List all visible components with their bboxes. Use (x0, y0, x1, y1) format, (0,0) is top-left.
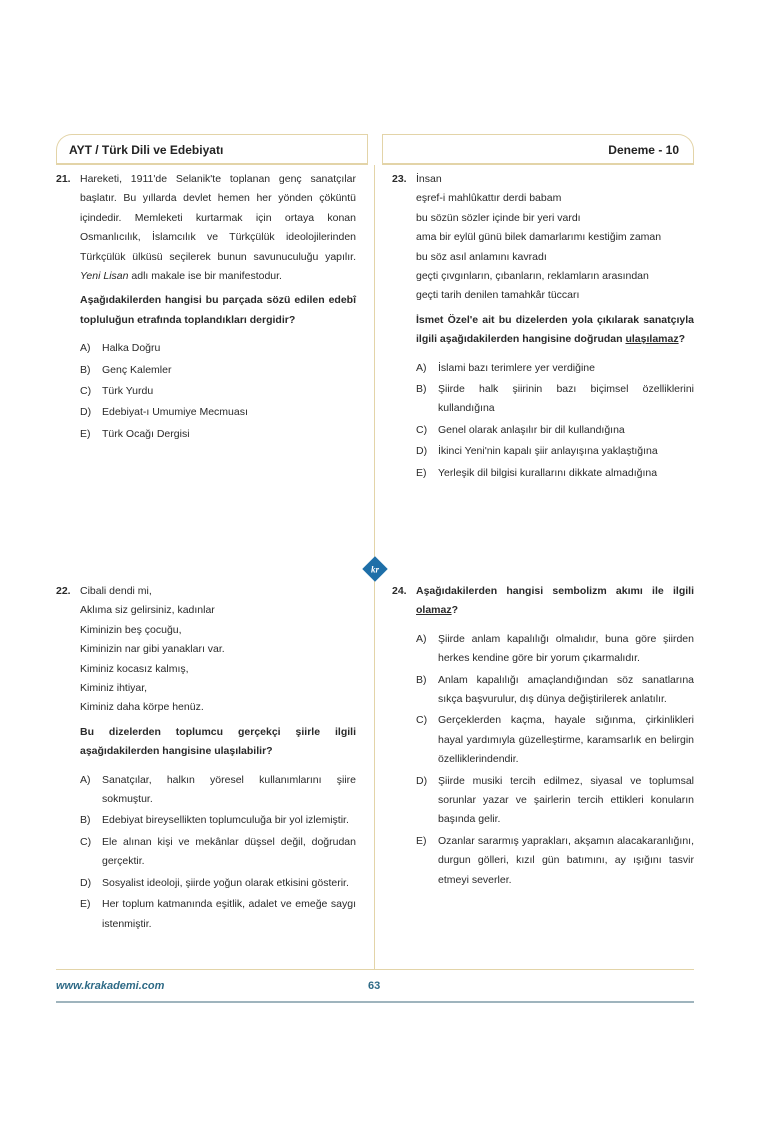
option-text: Edebiyat bireysellikten toplumculuğa bir yol izlemiştir. (102, 814, 349, 827)
exam-title: Deneme - 10 (608, 143, 679, 157)
option-letter: A) (416, 632, 427, 645)
question-prompt (416, 582, 694, 621)
option-a[interactable] (416, 359, 694, 378)
page-number: 63 (368, 980, 381, 992)
poem-line: bu sözün sözler içinde bir yeri vardı (416, 211, 581, 224)
footer-rule (56, 1001, 694, 1003)
question-22 (56, 582, 356, 936)
option-d[interactable] (416, 442, 694, 461)
option-b[interactable] (416, 380, 694, 419)
subject-title: AYT / Türk Dili ve Edebiyatı (69, 143, 224, 157)
option-b[interactable] (416, 671, 694, 710)
poem-line: Kiminizin nar gibi yanakları var. (80, 643, 225, 656)
poem-line: Kiminiz daha körpe henüz. (80, 701, 204, 714)
poem-line: bu söz asıl anlamını kavradı (416, 250, 547, 263)
option-text: Genel olarak anlaşılır bir dil kullandığına (438, 423, 625, 436)
option-text: Genç Kalemler (102, 363, 172, 376)
option-text: Şiirde anlam kapalılığı olmalıdır, buna göre şiirden herkes kendine göre bir yorum çıkarmalıdır. (438, 632, 694, 665)
options-list (80, 339, 356, 444)
prompt-underlined: ulaşılamaz (625, 333, 679, 346)
option-b[interactable] (80, 361, 356, 380)
option-a[interactable] (416, 630, 694, 669)
poem-line: İnsan (416, 173, 442, 185)
option-text: Ele alınan kişi ve mekânlar düşsel değil, doğrudan gerçektir. (102, 835, 356, 868)
passage-text: Hareketi, 1911'de Selanik'te toplanan genç sanatçılar başlatır. Bu yıllarda devlet hemen her yönden çöküntü içindedir. Memleketi kurtarmak için ortaya konan Osmanlıcılık, İslamcılık ve Türkçülük ideolojilerinden Türkçülük ülküsü seçilerek bunun savunuculuğu yapılır. (80, 173, 356, 263)
option-letter: A) (416, 361, 427, 374)
option-e[interactable] (80, 895, 356, 934)
prompt-text: İsmet Özel'e ait bu dizelerden yola çıkılarak sanatçıyla ilgili aşağıdakilerden hangisine doğrudan (416, 313, 694, 346)
option-text: İslami bazı terimlere yer verdiğine (438, 361, 595, 374)
question-number: 23. (392, 173, 407, 185)
poem-line: eşref-i mahlûkattır derdi babam (416, 192, 562, 205)
option-text: Edebiyat-ı Umumiye Mecmuası (102, 406, 248, 419)
question-passage (80, 170, 356, 286)
option-letter: D) (416, 774, 428, 787)
option-text: Şiirde halk şiirinin bazı biçimsel özelliklerini kullandığına (438, 383, 694, 415)
option-letter: C) (80, 385, 92, 398)
option-letter: D) (80, 406, 92, 419)
option-text: Şiirde musiki tercih edilmez, siyasal ve toplumsal sorunlar yazar ve şairlerin tercih ettikleri konuların başında gelir. (438, 774, 694, 826)
kr-logo-icon (362, 556, 388, 582)
option-letter: E) (416, 466, 427, 479)
option-e[interactable] (416, 832, 694, 890)
poem-line: Aklıma siz gelirsiniz, kadınlar (80, 604, 215, 617)
poem-lines (416, 170, 694, 306)
poem-line: geçti çıvgınların, çıbanların, reklamların arasından (416, 270, 649, 283)
option-c[interactable] (80, 382, 356, 401)
option-c[interactable] (416, 711, 694, 769)
option-letter: B) (80, 363, 91, 376)
question-23 (392, 170, 694, 485)
option-text: Halka Doğru (102, 342, 161, 355)
options-list (416, 630, 694, 890)
poem-line: Kiminizin beş çocuğu, (80, 623, 182, 636)
prompt-text: ? (451, 604, 459, 617)
question-prompt: Bu dizelerden toplumcu gerçekçi şiirle ilgili aşağıdakilerden hangisine ulaşılabilir? (80, 725, 356, 758)
header-exam-box (382, 134, 694, 165)
option-letter: B) (416, 383, 427, 396)
footer-divider (56, 969, 694, 970)
question-21 (56, 170, 356, 446)
option-text: Gerçeklerden kaçma, hayale sığınma, çirkinlikleri hayal yardımıyla güzelleştirme, karamsarlık en belirgin özelliklerindendir. (438, 714, 694, 766)
option-letter: A) (80, 773, 91, 786)
prompt-text: Aşağıdakilerden hangisi sembolizm akımı ile ilgili (416, 585, 694, 597)
option-text: Türk Yurdu (102, 385, 154, 398)
poem-line: geçti tarih denilen tamahkâr tüccarı (416, 289, 580, 302)
question-prompt (416, 311, 694, 350)
poem-line: Kiminiz kocasız kalmış, (80, 662, 189, 675)
option-text: Sanatçılar, halkın yöresel kullanımlarını şiire sokmuştur. (102, 773, 356, 806)
poem-line: Cibali dendi mi, (80, 585, 152, 597)
prompt-underlined: olamaz (416, 604, 452, 617)
option-letter: E) (416, 834, 427, 847)
options-list (416, 359, 694, 483)
option-d[interactable] (80, 403, 356, 422)
question-number: 22. (56, 585, 71, 597)
question-prompt: Aşağıdakilerden hangisi bu parçada sözü edilen edebî topluluğun etrafında toplandıkları dergidir? (80, 294, 356, 326)
poem-lines (80, 582, 356, 718)
option-a[interactable] (80, 339, 356, 358)
option-letter: B) (416, 673, 427, 686)
option-letter: E) (80, 898, 91, 911)
question-number: 24. (392, 585, 407, 597)
option-d[interactable] (80, 874, 356, 893)
option-letter: A) (80, 342, 91, 355)
option-text: Türk Ocağı Dergisi (102, 427, 190, 440)
option-e[interactable] (80, 425, 356, 444)
option-letter: C) (416, 714, 428, 727)
option-a[interactable] (80, 771, 356, 810)
option-c[interactable] (80, 833, 356, 872)
option-text: Sosyalist ideoloji, şiirde yoğun olarak etkisini gösterir. (102, 876, 349, 889)
option-text: Yerleşik dil bilgisi kurallarını dikkate almadığına (438, 466, 658, 479)
option-d[interactable] (416, 772, 694, 830)
option-letter: E) (80, 427, 91, 440)
option-e[interactable] (416, 464, 694, 483)
footer-website-link[interactable]: www.krakademi.com (56, 980, 165, 992)
option-letter: C) (80, 835, 92, 848)
passage-text: adlı makale ise bir manifestodur. (128, 270, 282, 283)
option-letter: D) (416, 445, 428, 458)
option-letter: B) (80, 814, 91, 827)
options-list (80, 771, 356, 934)
option-letter: D) (80, 876, 92, 889)
header-subject-box (56, 134, 368, 165)
option-b[interactable] (80, 811, 356, 830)
prompt-text: ? (678, 333, 686, 346)
poem-line: ama bir eylül günü bilek damarlarımı kestiğim zaman (416, 231, 662, 244)
option-text: Ozanlar sararmış yaprakları, akşamın alacakaranlığını, durgun gölleri, kızıl gün batımını, ay ışığını tasvir etmeyi severler. (438, 834, 694, 886)
option-text: İkinci Yeni'nin kapalı şiir anlayışına yaklaştığına (438, 445, 658, 458)
question-24 (392, 582, 694, 892)
option-c[interactable] (416, 421, 694, 440)
option-text: Her toplum katmanında eşitlik, adalet ve emeğe saygı istenmiştir. (102, 898, 356, 930)
svg-text:kr: kr (370, 564, 380, 575)
option-letter: C) (416, 423, 428, 436)
poem-line: Kiminiz ihtiyar, (80, 682, 148, 695)
passage-italic: Yeni Lisan (80, 270, 129, 283)
option-text: Anlam kapalılığı amaçlandığından söz sanatlarına sıkça başvurulur, dış dünya değiştirilerek anlatılır. (438, 673, 694, 706)
question-number: 21. (56, 173, 71, 185)
